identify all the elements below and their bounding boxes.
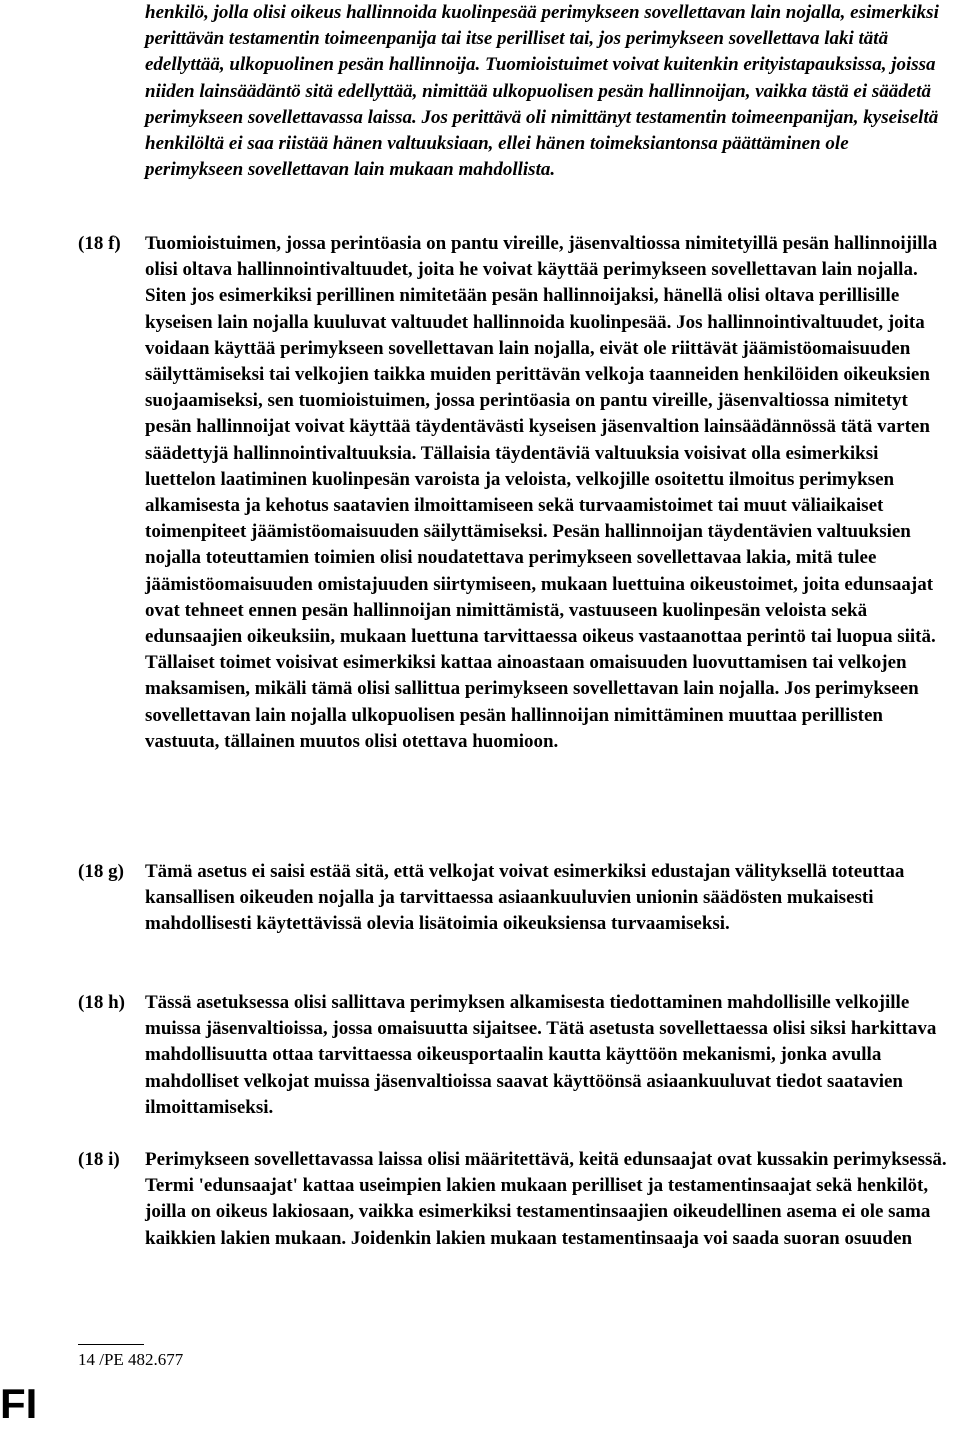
language-code: FI [0, 1380, 38, 1427]
page-reference: 14 /PE 482.677 [78, 1350, 184, 1369]
recital-text: Perimykseen sovellettavassa laissa olisi määritettävä, keitä edunsaajat ovat kussakin perimyksessä. Termi 'edunsaajat' kattaa useimpien lakien mukaan perilliset ja testamentinsaajat sekä henkilöt, joilla on oikeus lakiosaan, vaikka esimerkiksi testamentinsaajien oikeudellinen asema ei ole sama kaikkien lakien mukaan. Joidenkin lakien mukaan testamentinsaaja voi saada suoran osuuden [145, 1149, 947, 1249]
recital-18g [78, 859, 948, 938]
recital-number: (18 f) [78, 233, 121, 254]
continued-paragraph: henkilö, jolla olisi oikeus hallinnoida kuolinpesää perimykseen sovellettavan lain nojalla, esimerkiksi perittävän testamentin toimeenpanija tai itse perilliset tai, jos perimykseen sovellettava laki tätä edellyttää, ulkopuolinen pesän hallinnoija. Tuomioistuimet voivat kuitenkin erityistapauksissa, joissa niiden lainsäädäntö sitä edellyttää, nimittää ulkopuolisen pesän hallinnoijan, vaikka tästä ei säädetä perimykseen sovellettavassa laissa. Jos perittävä oli nimittänyt testamentin toimeenpanijan, kyseiseltä henkilöltä ei saa riistää hänen valtuuksiaan, ellei hänen toimeksiantonsa päättäminen ole perimykseen sovellettavan lain mukaan mahdollista. [145, 2, 939, 181]
recital-18h [78, 990, 948, 1121]
recital-number: (18 h) [78, 992, 125, 1013]
recital-18f [78, 231, 948, 755]
recital-number: (18 g) [78, 861, 124, 882]
recital-number: (18 i) [78, 1149, 120, 1170]
recital-text: Tässä asetuksessa olisi sallittava perimyksen alkamisesta tiedottaminen mahdollisille velkojille muissa jäsenvaltioissa, jossa omaisuutta sijaitsee. Tätä asetusta sovellettaessa olisi siksi harkittava mahdollisuutta ottaa tarvittaessa oikeusportaalin kautta käyttöön mekanismi, jonka avulla mahdolliset velkojat muissa jäsenvaltioissa saavat käyttöönsä asiaankuuluvat tiedot saatavien ilmoittamiseksi. [145, 992, 937, 1118]
footer-divider [78, 1344, 144, 1345]
recital-18i [78, 1147, 948, 1252]
recital-text: Tuomioistuimen, jossa perintöasia on pantu vireille, jäsenvaltiossa nimitetyillä pesän hallinnoijilla olisi oltava hallinnointivaltuudet, joita he voivat käyttää perimykseen sovellettavan lain nojalla. Siten jos esimerkiksi perillinen nimitetään pesän hallinnoijaksi, hänellä olisi oltava perillisille kyseisen lain nojalla kuuluvat valtuudet hallinnoida kuolinpesää. Jos hallinnointivaltuudet, joita voidaan käyttää perimykseen sovellettavan lain nojalla, eivät ole riittävät jäämistöomaisuuden säilyttämiseksi tai velkojien taikka muiden perittävän velkoja taanneiden henkilöiden oikeuksien suojaamiseksi, sen tuomioistuimen, jossa perintöasia on pantu vireille, jäsenvaltiossa nimitetyt pesän hallinnoijat voivat käyttää täydentävästi kyseisen jäsenvaltion lainsäädännössä tätä varten säädettyjä hallinnointivaltuuksia. Tällaisia täydentäviä valtuuksia voisivat olla esimerkiksi luettelon laatiminen kuolinpesän varoista ja veloista, velkojille osoitettu ilmoitus perimyksen alkamisesta ja kehotus saatavien ilmoittamiseen sekä turvaamistoimet tai muut väliaikaiset toimenpiteet jäämistöomaisuuden säilyttämiseksi. Pesän hallinnoijan täydentävien valtuuksien nojalla toteuttamien toimien olisi noudatettava perimykseen sovellettavaa lakia, mitä tulee jäämistöomaisuuden omistajuuden siirtymiseen, mukaan luettuina oikeustoimet, joita edunsaajat ovat tehneet ennen pesän hallinnoijan nimittämistä, vastuuseen kuolinpesän veloista sekä edunsaajien oikeuksiin, mukaan luettuna tarvittaessa oikeus vastaanottaa perintö tai luopua siitä. Tällaiset toimet voisivat esimerkiksi kattaa ainoastaan omaisuuden luovuttamisen tai velkojen maksamisen, mikäli tämä olisi sallittua perimykseen sovellettavan lain nojalla. Jos perimykseen sovellettavan lain nojalla ulkopuolisen pesän hallinnoijan nimittäminen muuttaa perillisten vastuuta, tällainen muutos olisi otettava huomioon. [145, 233, 938, 752]
recital-text: Tämä asetus ei saisi estää sitä, että velkojat voivat esimerkiksi edustajan välityksellä toteuttaa kansallisen oikeuden nojalla ja tarvittaessa asiaankuuluvien unionin säädösten mukaisesti mahdollisesti käytettävissä olevia lisätoimia oikeuksiensa turvaamiseksi. [145, 861, 905, 935]
